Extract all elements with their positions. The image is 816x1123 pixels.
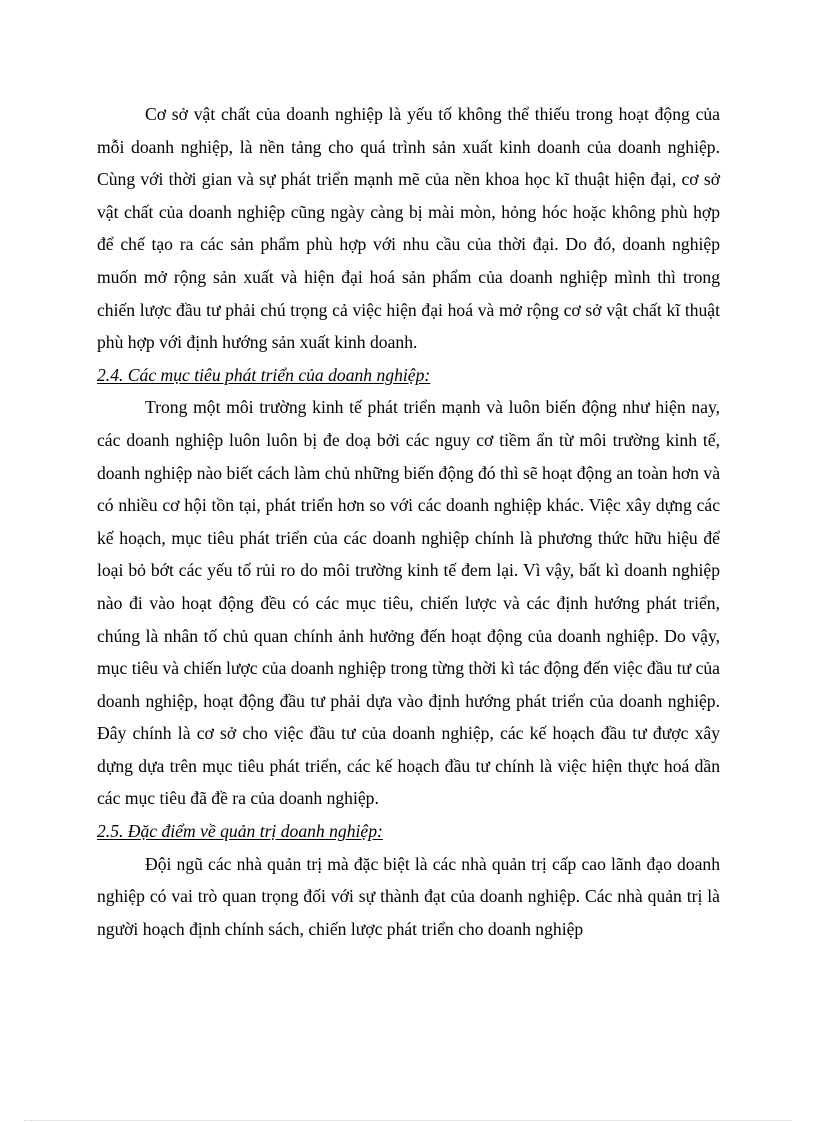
paragraph-facilities: Cơ sở vật chất của doanh nghiệp là yếu tố không thể thiếu trong hoạt động của mỗi doanh nghiệp, là nền tảng cho quá trình sản xuất kinh doanh của doanh nghiệp. Cùng với thời gian và sự phát triển mạnh mẽ của nền khoa học kĩ thuật hiện đại, cơ sở vật chất của doanh nghiệp cũng ngày càng bị mài mòn, hỏng hóc hoặc không phù hợp để chế tạo ra các sản phẩm phù hợp với nhu cầu của thời đại. Do đó, doanh nghiệp muốn mở rộng sản xuất và hiện đại hoá sản phẩm của doanh nghiệp mình thì trong chiến lược đầu tư phải chú trọng cả việc hiện đại hoá và mở rộng cơ sở vật chất kĩ thuật phù hợp với định hướng sản xuất kinh doanh. <box>97 104 720 353</box>
page-bottom-divider <box>24 1120 792 1121</box>
section-heading-2-4: 2.4. Các mục tiêu phát triển của doanh nghiệp: <box>97 364 431 385</box>
paragraph-management: Đội ngũ các nhà quản trị mà đặc biệt là các nhà quản trị cấp cao lãnh đạo doanh nghiệp có vai trò quan trọng đối với sự thành đạt của doanh nghiệp. Các nhà quản trị là người hoạch định chính sách, chiến lược phát triển cho doanh nghiệp <box>97 853 720 939</box>
paragraph-development-goals: Trong một môi trường kinh tế phát triển mạnh và luôn biến động như hiện nay, các doanh nghiệp luôn luôn bị đe doạ bởi các nguy cơ tiềm ẩn từ môi trường kinh tế, doanh nghiệp nào biết cách làm chủ những biến động đó thì sẽ hoạt động an toàn hơn và có nhiều cơ hội tồn tại, phát triển hơn so với các doanh nghiệp khác. Việc xây dựng các kế hoạch, mục tiêu phát triển của các doanh nghiệp chính là phương thức hữu hiệu để loại bỏ bớt các yếu tố rủi ro do môi trường kinh tế đem lại. Vì vậy, bất kì doanh nghiệp nào đi vào hoạt động đều có các mục tiêu, chiến lược và các định hướng phát triển, chúng là nhân tố chủ quan chính ảnh hưởng đến hoạt động của doanh nghiệp. Do vậy, mục tiêu và chiến lược của doanh nghiệp trong từng thời kì tác động đến việc đầu tư của doanh nghiệp, hoạt động đầu tư phải dựa vào định hướng phát triển của doanh nghiệp. Đây chính là cơ sở cho việc đầu tư của doanh nghiệp, các kế hoạch đầu tư được xây dựng dựa trên mục tiêu phát triển, các kế hoạch đầu tư chính là việc hiện thực hoá dần các mục tiêu đã đề ra của doanh nghiệp. <box>97 397 720 809</box>
section-heading-2-5: 2.5. Đặc điểm về quản trị doanh nghiệp: <box>97 821 383 842</box>
document-body <box>97 98 720 945</box>
